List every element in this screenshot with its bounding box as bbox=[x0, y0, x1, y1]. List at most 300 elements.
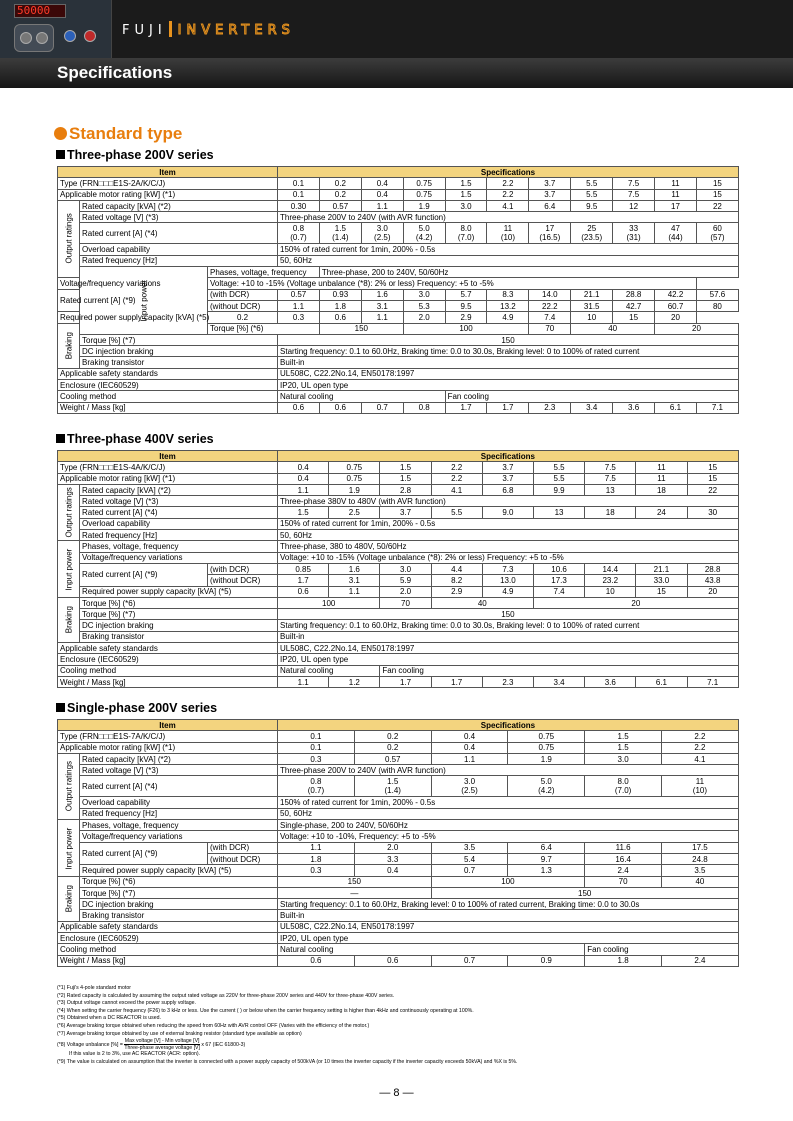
keypad-run-button-icon bbox=[64, 30, 76, 42]
footnote: (*9) The value is calculated on assumption that the inverter is connected with a power supply capacity of 500kVA (or 10 times the inverter capacity if the inverter capacity exceeds 50kVA) and %X is 5%. bbox=[57, 1058, 518, 1065]
cell: 10 bbox=[585, 586, 636, 597]
table-row bbox=[58, 676, 739, 687]
cell: 3.7 bbox=[482, 462, 533, 473]
cell: 2.3 bbox=[482, 676, 533, 687]
row-label: Applicable motor rating [kW] (*1) bbox=[58, 742, 278, 753]
cell: 12 bbox=[613, 200, 655, 211]
cell bbox=[431, 776, 508, 797]
cell: 7.4 bbox=[533, 586, 584, 597]
section-title-text: Standard type bbox=[69, 124, 183, 143]
cell: 70 bbox=[529, 323, 571, 334]
cell: 1.5 bbox=[380, 462, 431, 473]
header-specs: Specifications bbox=[278, 167, 739, 178]
cell: 1.6 bbox=[329, 563, 380, 574]
cell bbox=[487, 223, 529, 244]
cell: 9.5 bbox=[571, 200, 613, 211]
cell bbox=[571, 223, 613, 244]
cell: 100 bbox=[278, 597, 380, 608]
row-label: Type (FRN□□□E1S-4A/K/C/J) bbox=[58, 462, 278, 473]
cell: 0.3 bbox=[278, 753, 355, 764]
cell: 5.3 bbox=[403, 300, 445, 311]
cell: 5.5 bbox=[571, 189, 613, 200]
header-specs: Specifications bbox=[278, 451, 739, 462]
footnote: (*6) Average braking torque obtained when reducing the speed from 60Hz with AVR control OFF (Varies with the efficiency of the motor.) bbox=[57, 1022, 370, 1029]
table-row bbox=[58, 391, 739, 402]
brand-fuji: FUJI bbox=[122, 23, 167, 38]
row-label: Cooling method bbox=[58, 944, 278, 955]
cell: 2.9 bbox=[445, 312, 487, 323]
cell: 3.0 bbox=[585, 753, 662, 764]
row-label: Torque [%] (*6) bbox=[208, 323, 320, 334]
cell: 4.1 bbox=[431, 484, 482, 495]
cell: 0.9 bbox=[508, 955, 585, 966]
row-label: Required power supply capacity [kVA] (*5) bbox=[80, 586, 278, 597]
cell bbox=[403, 223, 445, 244]
row-label: Rated voltage [V] (*3) bbox=[80, 765, 278, 776]
row-label: Torque [%] (*7) bbox=[80, 887, 278, 898]
spec-table-single-phase bbox=[57, 719, 739, 967]
cell-value: 1.5 bbox=[334, 224, 346, 234]
cell: 150 bbox=[319, 323, 403, 334]
series-title-text: Single-phase 200V series bbox=[67, 701, 218, 715]
cell: 150 bbox=[431, 887, 738, 898]
row-label: Rated current [A] (*9) bbox=[58, 289, 80, 312]
cell-value-sub: (23.5) bbox=[581, 233, 603, 243]
cell: 0.6 bbox=[319, 402, 361, 413]
cell: 1.8 bbox=[319, 300, 361, 311]
cell: 0.75 bbox=[329, 462, 380, 473]
cell: 0.6 bbox=[354, 955, 431, 966]
cell: 100 bbox=[431, 876, 585, 887]
cell: 0.2 bbox=[354, 731, 431, 742]
cell-value: 8.0 bbox=[617, 777, 629, 787]
cell-value-sub: (7.0) bbox=[457, 233, 475, 243]
cell: 3.6 bbox=[613, 402, 655, 413]
group-label-output: Output ratings bbox=[58, 200, 80, 277]
cell: Voltage: +10 to -15% (Voltage unbalance (*8): 2% or less) Frequency: +5 to -5% bbox=[278, 552, 739, 563]
cell: IP20, UL open type bbox=[278, 380, 739, 391]
cell: 5.7 bbox=[445, 289, 487, 300]
cell: 14.0 bbox=[529, 289, 571, 300]
group-label-braking: Braking bbox=[58, 597, 80, 642]
cell: 1.8 bbox=[278, 853, 355, 864]
cell: 0.6 bbox=[278, 955, 355, 966]
cell: 1.1 bbox=[329, 586, 380, 597]
cell: 7.5 bbox=[613, 178, 655, 189]
cell: 9.7 bbox=[508, 853, 585, 864]
cell: 40 bbox=[431, 597, 533, 608]
cell-value: 3.0 bbox=[463, 777, 476, 787]
cell: 42.7 bbox=[613, 300, 655, 311]
cell-value: 8.0 bbox=[460, 224, 472, 234]
row-label: Rated frequency [Hz] bbox=[80, 255, 278, 266]
table-row bbox=[58, 808, 739, 819]
footnote: (*3) Output voltage cannot exceed the power supply voltage. bbox=[57, 1000, 196, 1007]
footnote: (*5) Obtained when a DC REACTOR is used. bbox=[57, 1015, 161, 1022]
cell: 17 bbox=[655, 200, 697, 211]
cell: 2.2 bbox=[431, 473, 482, 484]
cell: Starting frequency: 0.1 to 60.0Hz, Braking level: 0 to 100% of rated current, Braking time: 0.0 to 30.0s bbox=[278, 899, 739, 910]
row-label: Rated current [A] (*4) bbox=[80, 223, 278, 244]
row-label: DC injection braking bbox=[80, 899, 278, 910]
cell: 0.4 bbox=[354, 865, 431, 876]
cell-value-sub: (2.5) bbox=[374, 233, 391, 243]
cell: 40 bbox=[571, 323, 655, 334]
cell: UL508C, C22.2No.14, EN50178:1997 bbox=[278, 921, 739, 932]
cell: 0.6 bbox=[319, 312, 361, 323]
footnote-formula bbox=[57, 1038, 737, 1051]
cell: 17.5 bbox=[662, 842, 739, 853]
brand-divider bbox=[169, 21, 172, 37]
table-row bbox=[58, 620, 739, 631]
cell: 0.30 bbox=[278, 200, 320, 211]
row-label: Rated current [A] (*4) bbox=[80, 776, 278, 797]
cell: 4.4 bbox=[431, 563, 482, 574]
cell-value-sub: (4.2) bbox=[538, 786, 555, 796]
cell-value-sub: (10) bbox=[692, 786, 708, 796]
cell: 0.75 bbox=[508, 731, 585, 742]
cell: 15 bbox=[696, 178, 738, 189]
footnote: (*7) Average braking torque obtained by use of external braking resistor (standard type available as option) bbox=[57, 1030, 302, 1037]
cell: 10.6 bbox=[533, 563, 584, 574]
cell: 1.9 bbox=[403, 200, 445, 211]
table-header-row bbox=[58, 451, 739, 462]
cell: 14.4 bbox=[585, 563, 636, 574]
row-label: Rated current [A] (*9) bbox=[80, 842, 208, 865]
cell: 11.6 bbox=[585, 842, 662, 853]
row-label: Applicable safety standards bbox=[58, 368, 278, 379]
cell: 57.6 bbox=[696, 289, 738, 300]
cell: 4.1 bbox=[662, 753, 739, 764]
cell: 2.0 bbox=[354, 842, 431, 853]
cell: 1.7 bbox=[445, 402, 487, 413]
table-header-row bbox=[58, 720, 739, 731]
cell: 1.8 bbox=[585, 955, 662, 966]
cell: 11 bbox=[655, 189, 697, 200]
cell: 3.1 bbox=[329, 575, 380, 586]
table-row bbox=[58, 597, 739, 608]
row-label: Phases, voltage, frequency bbox=[80, 541, 278, 552]
row-label: Rated voltage [V] (*3) bbox=[80, 212, 278, 223]
table-row bbox=[58, 609, 739, 620]
cell: 22 bbox=[696, 200, 738, 211]
keypad-button-icon bbox=[20, 32, 32, 44]
cell: Built-in bbox=[278, 910, 739, 921]
cell bbox=[696, 223, 738, 244]
cell: 3.4 bbox=[571, 402, 613, 413]
cell: 5.9 bbox=[380, 575, 431, 586]
cell: 22 bbox=[687, 484, 738, 495]
cell-value-sub: (4.2) bbox=[415, 233, 433, 243]
cell-value: 0.8 bbox=[292, 224, 305, 234]
row-label: Rated capacity [kVA] (*2) bbox=[80, 753, 278, 764]
cell: 3.1 bbox=[361, 300, 403, 311]
cell: 18 bbox=[585, 507, 636, 518]
row-label: Phases, voltage, frequency bbox=[208, 267, 320, 278]
header-item: Item bbox=[58, 720, 278, 731]
table-row bbox=[58, 742, 739, 753]
cell: 30 bbox=[687, 507, 738, 518]
table-row bbox=[58, 876, 739, 887]
row-label: Cooling method bbox=[58, 391, 278, 402]
cell: 70 bbox=[585, 876, 662, 887]
cell: 3.7 bbox=[380, 507, 431, 518]
row-label: Torque [%] (*7) bbox=[80, 334, 278, 345]
table-row bbox=[58, 244, 739, 255]
table-row bbox=[58, 200, 739, 211]
cell: 7.1 bbox=[696, 402, 738, 413]
cell-value: 5.0 bbox=[418, 224, 430, 234]
table-row bbox=[58, 267, 739, 278]
cell: 0.75 bbox=[403, 178, 445, 189]
cell: 0.75 bbox=[403, 189, 445, 200]
table-row bbox=[58, 631, 739, 642]
cell: 23.2 bbox=[585, 575, 636, 586]
row-sublabel: (without DCR) bbox=[208, 853, 278, 864]
table-row bbox=[58, 899, 739, 910]
cell: IP20, UL open type bbox=[278, 654, 739, 665]
cell: 43.8 bbox=[687, 575, 738, 586]
cell-value-sub: (7.0) bbox=[614, 786, 632, 796]
cell: 28.8 bbox=[687, 563, 738, 574]
row-label: Voltage/frequency variations bbox=[58, 278, 208, 289]
table-row bbox=[58, 831, 739, 842]
row-label: Voltage/frequency variations bbox=[80, 552, 278, 563]
row-sublabel: (with DCR) bbox=[208, 289, 278, 300]
cell: 7.1 bbox=[687, 676, 738, 687]
brand-inverters: INVERTERS bbox=[177, 23, 295, 38]
table-row bbox=[58, 368, 739, 379]
cell: 3.6 bbox=[585, 676, 636, 687]
table-row bbox=[58, 865, 739, 876]
cell: 0.6 bbox=[278, 586, 329, 597]
cell: 1.5 bbox=[585, 731, 662, 742]
cell: 42.2 bbox=[655, 289, 697, 300]
page-header bbox=[0, 0, 793, 88]
row-label: Applicable motor rating [kW] (*1) bbox=[58, 189, 278, 200]
cell bbox=[354, 776, 431, 797]
cell-value: 11 bbox=[503, 224, 513, 234]
cell: 1.1 bbox=[361, 200, 403, 211]
cell: 8.2 bbox=[431, 575, 482, 586]
cell: 7.3 bbox=[482, 563, 533, 574]
cell: 1.9 bbox=[508, 753, 585, 764]
table-row bbox=[58, 346, 739, 357]
cell: 15 bbox=[696, 189, 738, 200]
cell: 3.7 bbox=[482, 473, 533, 484]
row-label: Torque [%] (*7) bbox=[80, 609, 278, 620]
cell: 0.93 bbox=[319, 289, 361, 300]
cell: 0.2 bbox=[354, 742, 431, 753]
row-label: Braking transistor bbox=[80, 357, 278, 368]
cell: 50, 60Hz bbox=[278, 255, 739, 266]
cell bbox=[655, 223, 697, 244]
cell: 0.7 bbox=[361, 402, 403, 413]
cell: 0.3 bbox=[278, 312, 320, 323]
row-label: Overload capability bbox=[80, 797, 278, 808]
table-row bbox=[58, 665, 739, 676]
cell: 2.2 bbox=[662, 742, 739, 753]
cell-value-sub: (1.4) bbox=[332, 233, 349, 243]
cell: 0.2 bbox=[319, 189, 361, 200]
cell: 11 bbox=[636, 473, 687, 484]
inverter-panel-image bbox=[0, 0, 112, 58]
cell: 15 bbox=[687, 462, 738, 473]
cell: 20 bbox=[655, 323, 739, 334]
row-label: Torque [%] (*6) bbox=[80, 876, 278, 887]
cell: Fan cooling bbox=[445, 391, 738, 402]
cell bbox=[319, 223, 361, 244]
cell: 1.2 bbox=[329, 676, 380, 687]
cell: 0.85 bbox=[278, 563, 329, 574]
formula-denominator: Three-phase average voltage [V] bbox=[124, 1045, 200, 1052]
table-row bbox=[58, 541, 739, 552]
cell: Starting frequency: 0.1 to 60.0Hz, Braking time: 0.0 to 30.0s, Braking level: 0 to 100% of rated current bbox=[278, 620, 739, 631]
cell: 4.9 bbox=[487, 312, 529, 323]
footnote: (*4) When setting the carrier frequency (F26) to 3 kHz or less. Use the current ( ) or below when the carrier frequency setting is higher than 4kHz and continuously operating at 100%. bbox=[57, 1007, 474, 1014]
row-label: Enclosure (IEC60529) bbox=[58, 380, 278, 391]
row-label: Rated current [A] (*9) bbox=[80, 563, 208, 586]
cell: 40 bbox=[662, 876, 739, 887]
row-label: Overload capability bbox=[80, 244, 278, 255]
cell: 20 bbox=[533, 597, 738, 608]
cell: 2.0 bbox=[403, 312, 445, 323]
cell: Starting frequency: 0.1 to 60.0Hz, Braking time: 0.0 to 30.0s, Braking level: 0 to 100% of rated current bbox=[278, 346, 739, 357]
table-row bbox=[58, 731, 739, 742]
table-row bbox=[58, 842, 739, 853]
table-row bbox=[58, 530, 739, 541]
cell: Single-phase, 200 to 240V, 50/60Hz bbox=[278, 820, 739, 831]
cell: 0.1 bbox=[278, 189, 320, 200]
row-label: Required power supply capacity [kVA] (*5) bbox=[58, 312, 208, 323]
row-label: Weight / Mass [kg] bbox=[58, 402, 278, 413]
cell: Three-phase 380V to 480V (with AVR function) bbox=[278, 496, 739, 507]
cell: 7.5 bbox=[585, 473, 636, 484]
section-title bbox=[54, 124, 182, 144]
header-item: Item bbox=[58, 451, 278, 462]
cell: 20 bbox=[687, 586, 738, 597]
cell-value-sub: (10) bbox=[500, 233, 516, 243]
cell: 2.0 bbox=[380, 586, 431, 597]
cell: Three-phase, 380 to 480V, 50/60Hz bbox=[278, 541, 739, 552]
group-label-input: Input power bbox=[80, 267, 208, 335]
cell: 13.2 bbox=[487, 300, 529, 311]
keypad-stop-button-icon bbox=[84, 30, 96, 42]
cell bbox=[508, 776, 585, 797]
square-bullet-icon bbox=[56, 703, 65, 712]
table-row bbox=[58, 212, 739, 223]
row-sublabel: (with DCR) bbox=[208, 842, 278, 853]
keypad-button-icon bbox=[36, 32, 48, 44]
cell: 13.0 bbox=[482, 575, 533, 586]
cell: 1.1 bbox=[278, 842, 355, 853]
cell: 1.7 bbox=[380, 676, 431, 687]
cell: 0.4 bbox=[278, 473, 329, 484]
cell-value-sub: (1.4) bbox=[384, 786, 401, 796]
series-title-text: Three-phase 400V series bbox=[67, 432, 214, 446]
spec-table-200v bbox=[57, 166, 739, 414]
cell: 150 bbox=[278, 876, 432, 887]
cell: 4.1 bbox=[487, 200, 529, 211]
row-label: Weight / Mass [kg] bbox=[58, 676, 278, 687]
cell: 0.57 bbox=[278, 289, 320, 300]
cell bbox=[662, 776, 739, 797]
cell: 0.7 bbox=[431, 955, 508, 966]
header-item: Item bbox=[58, 167, 278, 178]
row-sublabel: (without DCR) bbox=[208, 575, 278, 586]
inverter-display: 50000 bbox=[14, 4, 66, 18]
cell-value-sub: (44) bbox=[668, 233, 683, 243]
cell: IP20, UL open type bbox=[278, 933, 739, 944]
formula-label: (*8) Voltage unbalance [%] = bbox=[57, 1042, 123, 1049]
cell: 0.4 bbox=[361, 189, 403, 200]
row-label: DC injection braking bbox=[80, 620, 278, 631]
cell: 0.57 bbox=[354, 753, 431, 764]
row-label: Cooling method bbox=[58, 665, 278, 676]
row-sublabel: (without DCR) bbox=[208, 300, 278, 311]
cell: 24.8 bbox=[662, 853, 739, 864]
cell-value-sub: (2.5) bbox=[461, 786, 478, 796]
cell: 0.6 bbox=[278, 402, 320, 413]
row-label: Enclosure (IEC60529) bbox=[58, 654, 278, 665]
table-row bbox=[58, 797, 739, 808]
cell: 6.1 bbox=[655, 402, 697, 413]
cell: 15 bbox=[687, 473, 738, 484]
cell: 50, 60Hz bbox=[278, 530, 739, 541]
cell: 28.8 bbox=[613, 289, 655, 300]
cell bbox=[613, 223, 655, 244]
row-label: Rated frequency [Hz] bbox=[80, 808, 278, 819]
cell: 31.5 bbox=[571, 300, 613, 311]
group-label-input: Input power bbox=[58, 820, 80, 876]
cell: 7.5 bbox=[613, 189, 655, 200]
cell: 1.5 bbox=[445, 189, 487, 200]
cell-value: 1.5 bbox=[387, 777, 399, 787]
cell: 3.3 bbox=[354, 853, 431, 864]
cell: Natural cooling bbox=[278, 944, 585, 955]
group-label-output: Output ratings bbox=[58, 484, 80, 540]
table-row bbox=[58, 380, 739, 391]
cell bbox=[445, 223, 487, 244]
cell: 20 bbox=[655, 312, 697, 323]
cell bbox=[361, 223, 403, 244]
series-title-200v bbox=[56, 148, 214, 162]
row-label: Braking transistor bbox=[80, 910, 278, 921]
table-row bbox=[58, 944, 739, 955]
table-row bbox=[58, 255, 739, 266]
cell: 13 bbox=[533, 507, 584, 518]
cell: 150 bbox=[278, 334, 739, 345]
cell: 2.4 bbox=[662, 955, 739, 966]
cell-value: 47 bbox=[671, 224, 680, 234]
cell: 1.5 bbox=[380, 473, 431, 484]
cell: 50, 60Hz bbox=[278, 808, 739, 819]
cell: Voltage: +10 to -15% (Voltage unbalance (*8): 2% or less) Frequency: +5 to -5% bbox=[208, 278, 697, 289]
row-label: DC injection braking bbox=[80, 346, 278, 357]
cell-value-sub: (57) bbox=[710, 233, 725, 243]
cell: Built-in bbox=[278, 631, 739, 642]
cell: 0.2 bbox=[319, 178, 361, 189]
cell: Three-phase, 200 to 240V, 50/60Hz bbox=[319, 267, 738, 278]
row-label: Overload capability bbox=[80, 518, 278, 529]
cell: 2.3 bbox=[529, 402, 571, 413]
table-header-row bbox=[58, 167, 739, 178]
cell: 6.4 bbox=[529, 200, 571, 211]
cell: 2.2 bbox=[487, 178, 529, 189]
row-label: Rated voltage [V] (*3) bbox=[80, 496, 278, 507]
cell: 150% of rated current for 1min, 200% - 0.5s bbox=[278, 797, 739, 808]
table-row bbox=[58, 563, 739, 574]
